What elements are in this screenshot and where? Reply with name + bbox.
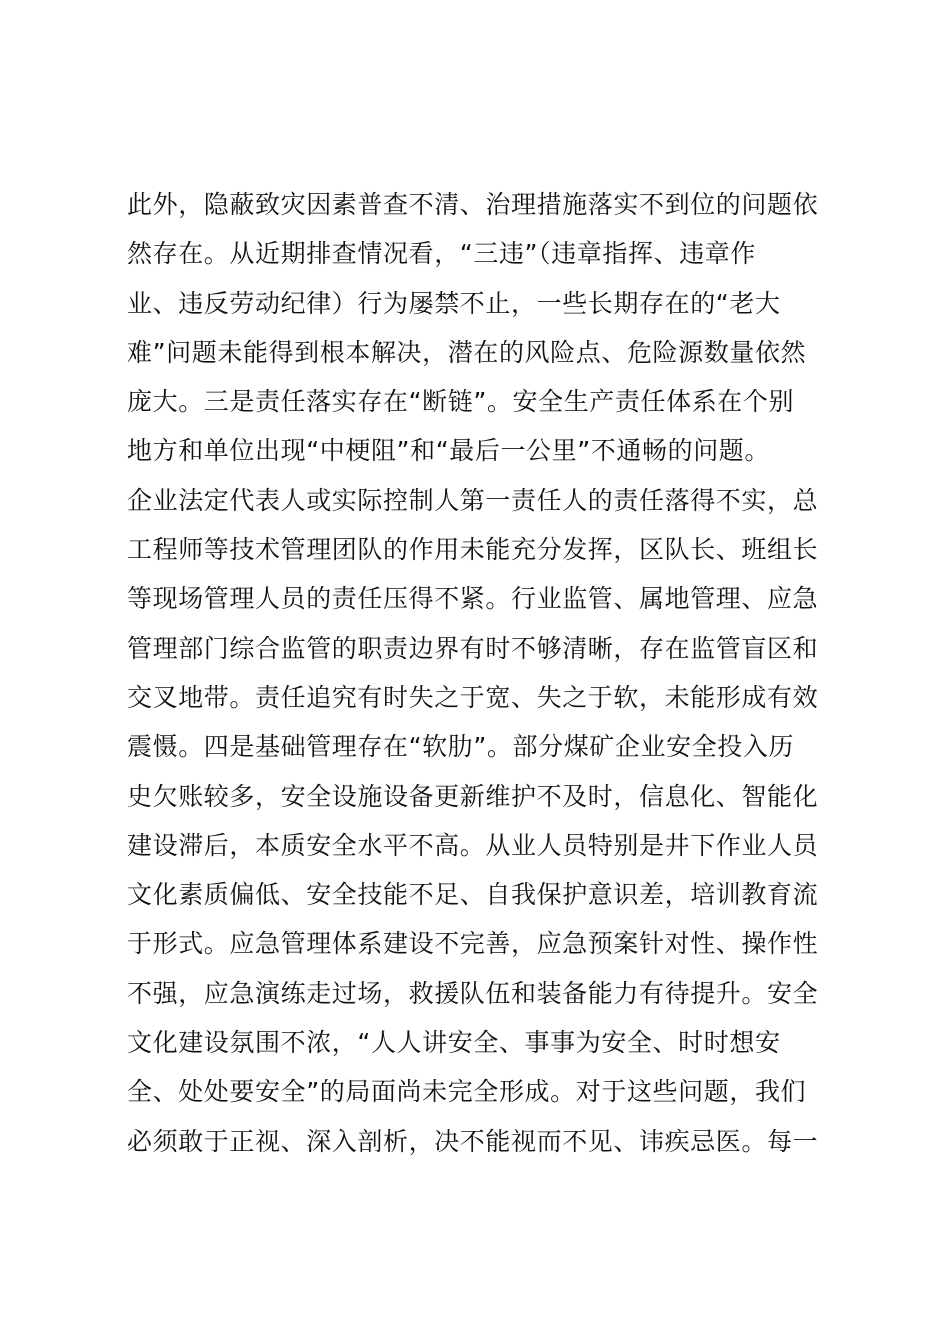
text-line: 业、违反劳动纪律）行为屡禁不止，一些长期存在的“老大 xyxy=(127,288,781,318)
body-paragraph xyxy=(127,180,837,1166)
text-line: 难”问题未能得到根本解决，潜在的风险点、危险源数量依然 xyxy=(127,337,807,367)
text-line: 文化建设氛围不浓，“人人讲安全、事事为安全、时时想安 xyxy=(127,1028,781,1058)
text-line: 震慑。四是基础管理存在“软肋”。部分煤矿企业安全投入历 xyxy=(127,732,795,762)
text-line: 史欠账较多，安全设施设备更新维护不及时，信息化、智能化 xyxy=(127,781,819,811)
text-line: 工程师等技术管理团队的作用未能充分发挥，区队长、班组长 xyxy=(127,535,819,565)
text-line: 此外，隐蔽致灾因素普查不清、治理措施落实不到位的问题依 xyxy=(127,190,819,219)
text-line: 地方和单位出现“中梗阻”和“最后一公里”不通畅的问题。 xyxy=(127,436,771,466)
text-line: 管理部门综合监管的职责边界有时不够清晰，存在监管盲区和 xyxy=(127,633,819,663)
text-line: 文化素质偏低、安全技能不足、自我保护意识差，培训教育流 xyxy=(127,880,819,910)
text-line: 交叉地带。责任追究有时失之于宽、失之于软，未能形成有效 xyxy=(127,682,819,712)
text-line: 不强，应急演练走过场，救援队伍和装备能力有待提升。安全 xyxy=(127,978,819,1008)
text-line: 于形式。应急管理体系建设不完善，应急预案针对性、操作性 xyxy=(127,929,819,959)
text-line: 必须敢于正视、深入剖析，决不能视而不见、讳疾忌医。每一 xyxy=(127,1126,819,1156)
text-line: 然存在。从近期排查情况看，“三违”（违章指挥、违章作 xyxy=(127,239,757,269)
text-line: 全、处处要安全”的局面尚未完全形成。对于这些问题，我们 xyxy=(127,1077,807,1107)
text-line: 企业法定代表人或实际控制人第一责任人的责任落得不实，总 xyxy=(127,485,819,515)
text-line: 庞大。三是责任落实存在“断链”。安全生产责任体系在个别 xyxy=(127,387,795,417)
text-line: 建设滞后，本质安全水平不高。从业人员特别是井下作业人员 xyxy=(127,830,819,860)
text-line: 等现场管理人员的责任压得不紧。行业监管、属地管理、应急 xyxy=(127,584,819,614)
